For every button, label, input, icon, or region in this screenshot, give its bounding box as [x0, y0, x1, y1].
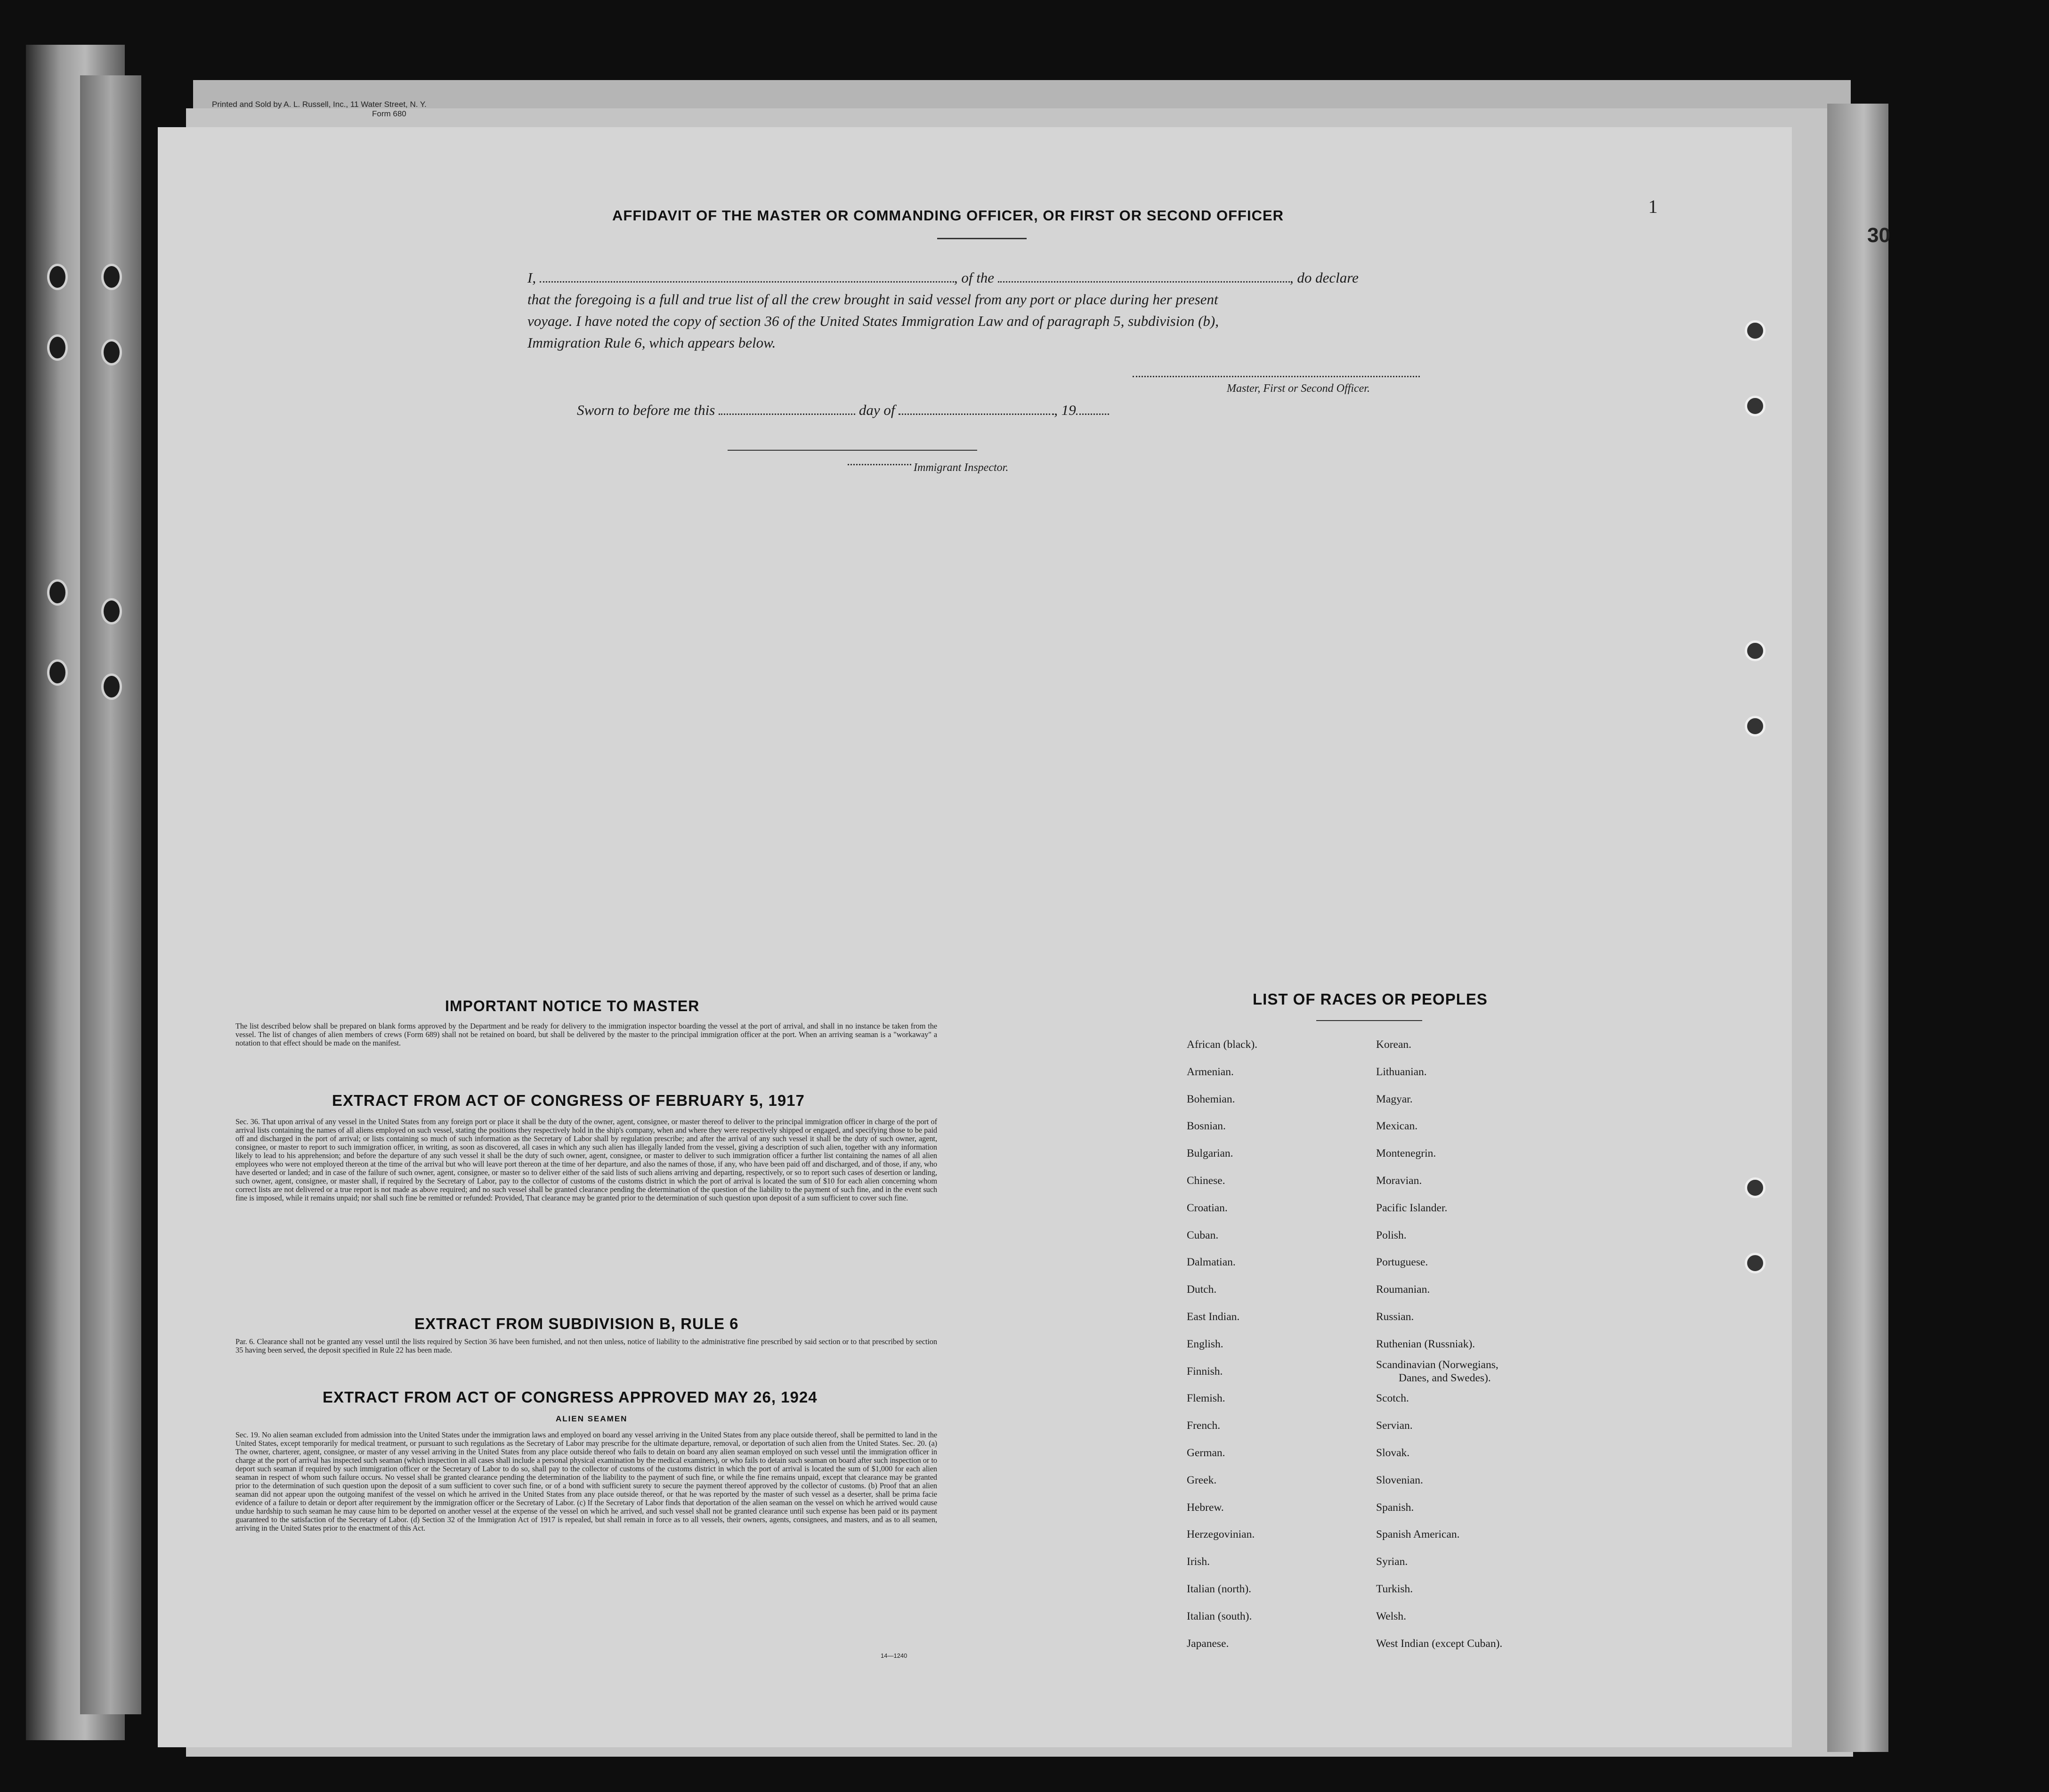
- race-item: East Indian.: [1187, 1310, 1240, 1323]
- races-column-2: [1376, 1031, 1502, 1657]
- extract-1917-title: EXTRACT FROM ACT OF CONGRESS OF FEBRUARY 5, 1917: [332, 1092, 805, 1109]
- race-item: Italian (north).: [1187, 1582, 1252, 1595]
- race-item: Roumanian.: [1376, 1283, 1430, 1296]
- race-item: Croatian.: [1187, 1201, 1228, 1214]
- race-item: Flemish.: [1187, 1392, 1225, 1405]
- bleed-through: [1130, 155, 1134, 171]
- race-item: Servian.: [1376, 1419, 1413, 1432]
- race-item: Pacific Islander.: [1376, 1201, 1448, 1214]
- year-prefix: , 19: [1054, 402, 1076, 418]
- divider: [1316, 1020, 1422, 1021]
- race-item: Finnish.: [1187, 1365, 1223, 1378]
- sworn-line: [577, 399, 1109, 421]
- month-blank: [899, 414, 1054, 415]
- affidavit-of-the: , of the: [954, 269, 995, 286]
- form-number: Form 680: [372, 109, 406, 118]
- alien-seamen-subtitle: ALIEN SEAMEN: [556, 1414, 628, 1423]
- race-item: Spanish.: [1376, 1501, 1414, 1514]
- printer-imprint: [212, 100, 427, 119]
- affidavit-line-4: Immigration Rule 6, which appears below.: [527, 334, 776, 351]
- race-item: Dutch.: [1187, 1283, 1217, 1296]
- race-item: Dalmatian.: [1187, 1256, 1236, 1269]
- race-item: West Indian (except Cuban).: [1376, 1637, 1503, 1650]
- race-item: Portuguese.: [1376, 1256, 1428, 1269]
- binder-hole: [47, 659, 68, 686]
- day-blank: [719, 414, 855, 415]
- year-blank: [1076, 414, 1109, 415]
- race-item: African (black).: [1187, 1038, 1258, 1051]
- sheet-hole: [1745, 1177, 1766, 1198]
- race-item: Moravian.: [1376, 1174, 1422, 1187]
- sheet-hole: [1745, 716, 1766, 737]
- vessel-blank: [998, 281, 1290, 283]
- race-item: Lithuanian.: [1376, 1065, 1427, 1078]
- master-signature-label: Master, First or Second Officer.: [1227, 382, 1370, 395]
- day-of-text: day of: [858, 402, 895, 418]
- inspector-blank: [848, 464, 911, 465]
- notice-title: IMPORTANT NOTICE TO MASTER: [445, 997, 700, 1014]
- race-item: Mexican.: [1376, 1120, 1418, 1133]
- race-item: German.: [1187, 1446, 1225, 1459]
- sheet-hole: [1745, 320, 1766, 341]
- divider: [937, 238, 1027, 239]
- affidavit-line-2: that the foregoing is a full and true list of all the crew brought in said vessel from any port or place during her present: [527, 291, 1218, 308]
- binder-hole: [101, 264, 122, 290]
- notice-text: The list described below shall be prepared on blank forms approved by the Department and be ready for delivery to the immigration inspector boarding the vessel at the port of arrival, and shall in no instance be taken from the vessel. The list of changes of alien members of crews (Form 689) shall not be retained on board, but shall be delivered by the master to the principal immigration officer at the port. When an arriving seaman is a "workaway" a notation to that effect should be made on the manifest.: [235, 1022, 937, 1047]
- page-number: 1: [1648, 196, 1658, 217]
- race-item: Montenegrin.: [1376, 1147, 1436, 1160]
- race-item: Welsh.: [1376, 1610, 1407, 1622]
- race-item: Armenian.: [1187, 1065, 1234, 1078]
- binder-hole: [101, 339, 122, 365]
- binder-hole: [47, 264, 68, 290]
- race-item: Bohemian.: [1187, 1093, 1235, 1105]
- affidavit-line-1: [527, 267, 1359, 289]
- race-item-scandinavian-cont: Danes, and Swedes).: [1399, 1371, 1491, 1384]
- extract-1924-title: EXTRACT FROM ACT OF CONGRESS APPROVED MAY 26, 1924: [323, 1388, 818, 1406]
- sheet-hole: [1745, 1253, 1766, 1273]
- race-item: Japanese.: [1187, 1637, 1229, 1650]
- race-item: Russian.: [1376, 1310, 1414, 1323]
- inspector-label: Immigrant Inspector.: [914, 462, 1009, 474]
- race-item-scandinavian: Scandinavian (Norwegians,: [1376, 1358, 1498, 1371]
- races-title: LIST OF RACES OR PEOPLES: [1253, 990, 1488, 1008]
- extract-1917-text: Sec. 36. That upon arrival of any vessel in the United States from any foreign port or place it shall be the duty of the owner, agent, consignee, or master thereof to deliver to the principal immigration officer in charge of the port of arrival lists containing the names of all aliens employed on such vessel, stating the positions they respectively hold in the ship's company, when and where they were respectively shipped or engaged, and specifying those to be paid off and discharged in the port of arrival; or lists containing so much of such information as the Secretary of Labor shall by regulation prescribe; and after the arrival of any such vessel it shall be the duty of such owner, agent, consignee, or master to report to such immigration officer, in writing, as soon as discovered, all cases in which any such alien has illegally landed from the vessel, giving a description of such alien, together with any information likely to lead to his apprehension; and before the departure of any such vessel it shall be the duty of such owner, agent, consignee, or master to deliver to such immigration officer a further list containing the names of all alien employees who were not employed thereon at the time of the arrival but who will leave port thereon at the time of her departure, and also the names of those, if any, who have been paid off and discharged, and of those, if any, who have deserted or landed; and in case of the failure of such owner, agent, consignee, or master so to deliver either of the said lists of such aliens arriving and departing, respectively, or so to report such cases of desertion or landing, such owner, agent, consignee, or master shall, if required by the Secretary of Labor, pay to the collector of customs of the customs district in which the port of arrival is located the sum of $10 for each alien concerning whom correct lists are not delivered or a true report is not made as above required; and no such vessel shall be granted clearance pending the determination of the question of the liability to the payment of such fine, and in the event such fine is imposed, while it remains unpaid; nor shall such fine be remitted or refunded: Provided, That clearance may be granted prior to the determination of such question upon deposit of a sum sufficient to cover such fine.: [235, 1117, 937, 1202]
- race-item: [1376, 1358, 1502, 1386]
- race-item: Polish.: [1376, 1229, 1407, 1241]
- race-item: Magyar.: [1376, 1093, 1413, 1105]
- affidavit-do-declare: , do declare: [1289, 269, 1359, 286]
- extract-1924-text: Sec. 19. No alien seaman excluded from admission into the United States under the immigration laws and employed on board any vessel arriving in the United States from any place outside thereof, shall be permitted to land in the United States, except temporarily for medical treatment, or pursuant to such regulations as the Secretary of Labor may prescribe for the ultimate departure, removal, or deportation of such alien from the United States. Sec. 20. (a) The owner, charterer, agent, consignee, or master of any vessel arriving in the United States from any place outside thereof who fails to detain on board any alien seaman employed on such vessel until the immigration officer in charge at the port of arrival has inspected such seaman (which inspection in all cases shall include a personal physical examination by the medical examiners), or who fails to detain such seaman on board after such inspection or to deport such seaman if required by such immigration officer or the Secretary of Labor to do so, shall pay to the collector of customs of the customs district in which the port of arrival is located the sum of $1,000 for each alien seaman in respect of whom such failure occurs. No vessel shall be granted clearance pending the determination of the liability to the payment of such fine, or while the fine remains unpaid, except that clearance may be granted prior to the determination of such question upon the deposit of a sum sufficient to cover such fine, or of a bond with sufficient surety to secure the payment thereof approved by the collector of customs. (b) Proof that an alien seaman did not appear upon the outgoing manifest of the vessel on which he arrived in the United States from any place outside thereof, or that he was reported by the master of such vessel as a deserter, shall be prima facie evidence of a failure to detain or deport after requirement by the immigration officer or the Secretary of Labor. (c) If the Secretary of Labor finds that deportation of the alien seaman on the vessel on which he arrived would cause undue hardship to such seaman he may cause him to be deported on another vessel at the expense of the vessel on which he arrived, and such vessel shall not be granted clearance until such expense has been paid or its payment guaranteed to the satisfaction of the Secretary of Labor. (d) Section 32 of the Immigration Act of 1917 is repealed, but shall remain in force as to all vessels, their owners, agents, consignees, and masters, and as to all seamen, arriving in the United States prior to the enactment of this Act.: [235, 1430, 937, 1533]
- binder-inner-edge: [80, 75, 141, 1714]
- printer-line: Printed and Sold by A. L. Russell, Inc., 11 Water Street, N. Y.: [212, 100, 427, 109]
- binder-hole: [101, 598, 122, 624]
- form-code: 14—1240: [881, 1652, 907, 1659]
- sheet-hole: [1745, 396, 1766, 416]
- sworn-text: Sworn to before me this: [577, 402, 715, 418]
- binder-hole: [47, 579, 68, 606]
- race-item: Bulgarian.: [1187, 1147, 1233, 1160]
- affidavit-line-3: voyage. I have noted the copy of section 36 of the United States Immigration Law and of paragraph 5, subdivision (b),: [527, 313, 1219, 329]
- inspector-signature-line: [728, 450, 977, 451]
- name-blank: [540, 281, 954, 283]
- race-item: Korean.: [1376, 1038, 1412, 1051]
- race-item: French.: [1187, 1419, 1221, 1432]
- master-signature-blank: [1133, 376, 1420, 377]
- races-column-1: [1187, 1031, 1257, 1657]
- race-item: Herzegovinian.: [1187, 1528, 1255, 1541]
- race-item: Slovenian.: [1376, 1474, 1423, 1486]
- race-item: Italian (south).: [1187, 1610, 1252, 1622]
- race-item: English.: [1187, 1338, 1223, 1350]
- race-item: Chinese.: [1187, 1174, 1225, 1187]
- race-item: Irish.: [1187, 1556, 1210, 1568]
- sheet-hole: [1745, 641, 1766, 661]
- race-item: Spanish American.: [1376, 1528, 1460, 1541]
- extract-rule6-title: EXTRACT FROM SUBDIVISION B, RULE 6: [414, 1315, 739, 1332]
- race-item: Bosnian.: [1187, 1120, 1226, 1133]
- extract-rule6-text: Par. 6. Clearance shall not be granted any vessel until the lists required by Section 36 have been furnished, and not then unless, notice of liability to the administrative fine prescribed by said section or to that prescribed by section 35 having been served, the deposit specified in Rule 22 has been made.: [235, 1337, 937, 1354]
- race-item: Scotch.: [1376, 1392, 1409, 1405]
- race-item: Cuban.: [1187, 1229, 1219, 1241]
- binder-hole: [47, 334, 68, 361]
- race-item: Greek.: [1187, 1474, 1217, 1486]
- race-item: Turkish.: [1376, 1582, 1413, 1595]
- back-page-number: 30: [1867, 224, 1890, 247]
- race-item: Slovak.: [1376, 1446, 1410, 1459]
- race-item: Syrian.: [1376, 1556, 1408, 1568]
- race-item: Ruthenian (Russniak).: [1376, 1338, 1475, 1350]
- affidavit-title: AFFIDAVIT OF THE MASTER OR COMMANDING OFFICER, OR FIRST OR SECOND OFFICER: [612, 207, 1284, 224]
- race-item: Hebrew.: [1187, 1501, 1224, 1514]
- binder-hole: [101, 673, 122, 700]
- affidavit-i: I,: [527, 269, 536, 286]
- right-binding-strip: [1827, 104, 1888, 1752]
